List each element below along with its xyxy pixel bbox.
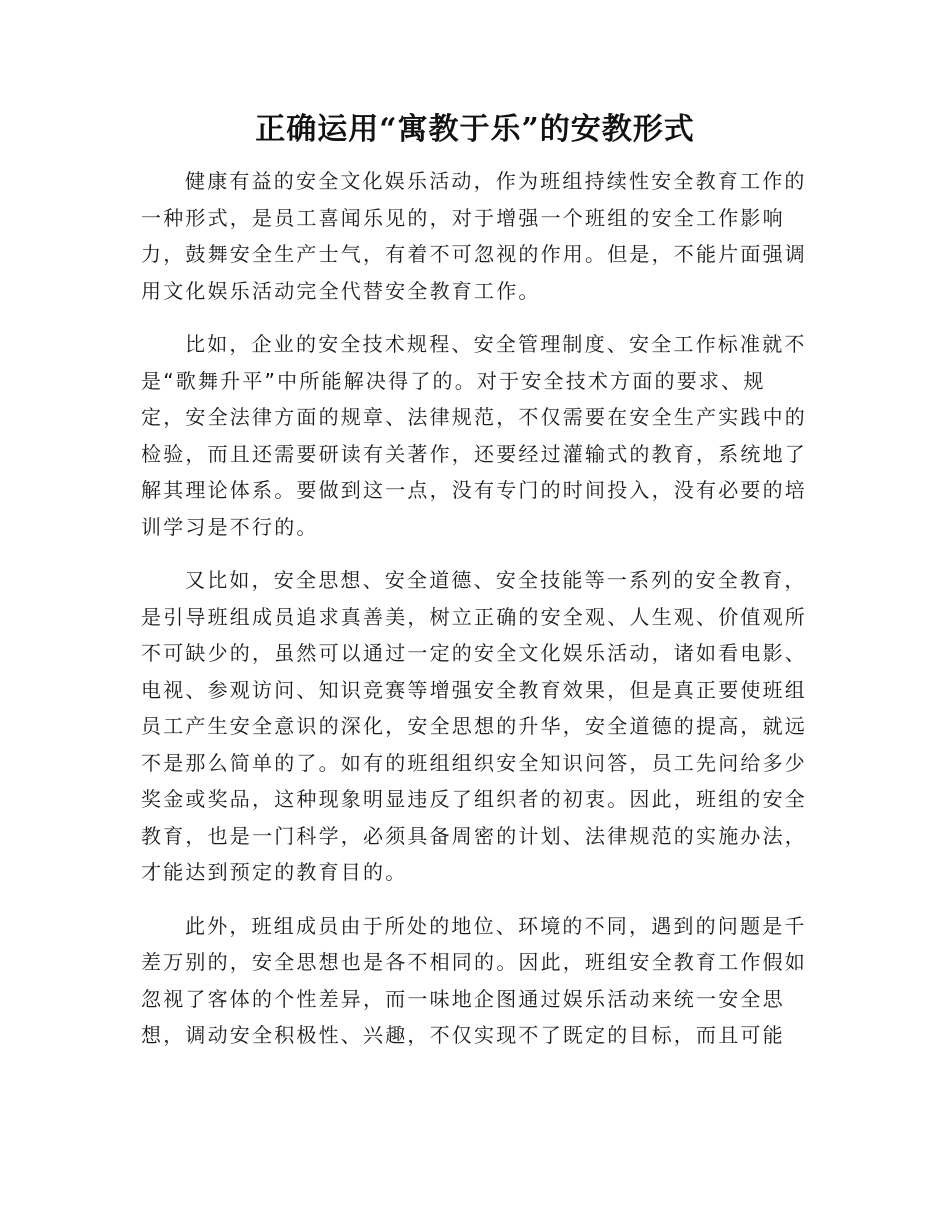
paragraph-line: 一种形式，是员工喜闻乐见的，对于增强一个班组的安全工作影响 xyxy=(141,205,785,230)
paragraph-line: 健康有益的安全文化娱乐活动，作为班组持续性安全教育工作的 xyxy=(185,169,807,193)
document-body xyxy=(141,163,807,1071)
paragraph-line: 检验，而且还需要研读有关著作，还要经过灌输式的教育，系统地了 xyxy=(141,441,807,466)
paragraph-line: 训学习是不行的。 xyxy=(141,514,319,539)
paragraph-line: 想，调动安全积极性、兴趣，不仅实现不了既定的目标，而且可能 xyxy=(141,1023,785,1047)
paragraph-line: 奖金或奖品，这种现象明显违反了组织者的初衷。因此，班组的安全 xyxy=(141,787,807,811)
paragraph-line: 力，鼓舞安全生产士气，有着不可忽视的作用。但是，不能片面强调 xyxy=(141,242,807,266)
paragraph-2 xyxy=(141,326,807,545)
paragraph-line: 不可缺少的，虽然可以通过一定的安全文化娱乐活动，诸如看电影、 xyxy=(141,641,807,665)
paragraph-1 xyxy=(141,163,807,309)
paragraph-line: 电视、参观访问、知识竞赛等增强安全教育效果，但是真正要使班组 xyxy=(141,677,807,702)
paragraph-line: 此外，班组成员由于所处的地位、环境的不同，遇到的问题是千 xyxy=(185,913,807,938)
paragraph-line: 差万别的，安全思想也是各不相同的。因此，班组安全教育工作假如 xyxy=(141,950,807,974)
paragraph-line: 是引导班组成员追求真善美，树立正确的安全观、人生观、价值观所 xyxy=(141,604,807,629)
paragraph-4 xyxy=(141,908,807,1054)
document-title: 正确运用“寓教于乐”的安教形式 xyxy=(255,112,695,147)
paragraph-line: 不是那么简单的了。如有的班组组织安全知识问答，员工先问给多少 xyxy=(141,750,807,775)
paragraph-line: 用文化娱乐活动完全代替安全教育工作。 xyxy=(141,278,541,303)
paragraph-line: 教育，也是一门科学，必须具备周密的计划、法律规范的实施办法， xyxy=(141,823,807,848)
paragraph-line: 定，安全法律方面的规章、法律规范，不仅需要在安全生产实践中的 xyxy=(141,405,807,429)
paragraph-line: 忽视了客体的个性差异，而一味地企图通过娱乐活动来统一安全思 xyxy=(141,986,785,1011)
paragraph-line: 又比如，安全思想、安全道德、安全技能等一系列的安全教育， xyxy=(185,568,807,592)
paragraph-line: 员工产生安全意识的深化，安全思想的升华，安全道德的提高，就远 xyxy=(141,714,807,738)
paragraph-line: 比如，企业的安全技术规程、安全管理制度、安全工作标准就不 xyxy=(185,332,807,356)
paragraph-line: 才能达到预定的教育目的。 xyxy=(141,860,408,884)
paragraph-line: 解其理论体系。要做到这一点，没有专门的时间投入，没有必要的培 xyxy=(141,478,807,502)
paragraph-3 xyxy=(141,562,807,891)
paragraph-line: 是“歌舞升平”中所能解决得了的。对于安全技术方面的要求、规 xyxy=(141,368,766,393)
